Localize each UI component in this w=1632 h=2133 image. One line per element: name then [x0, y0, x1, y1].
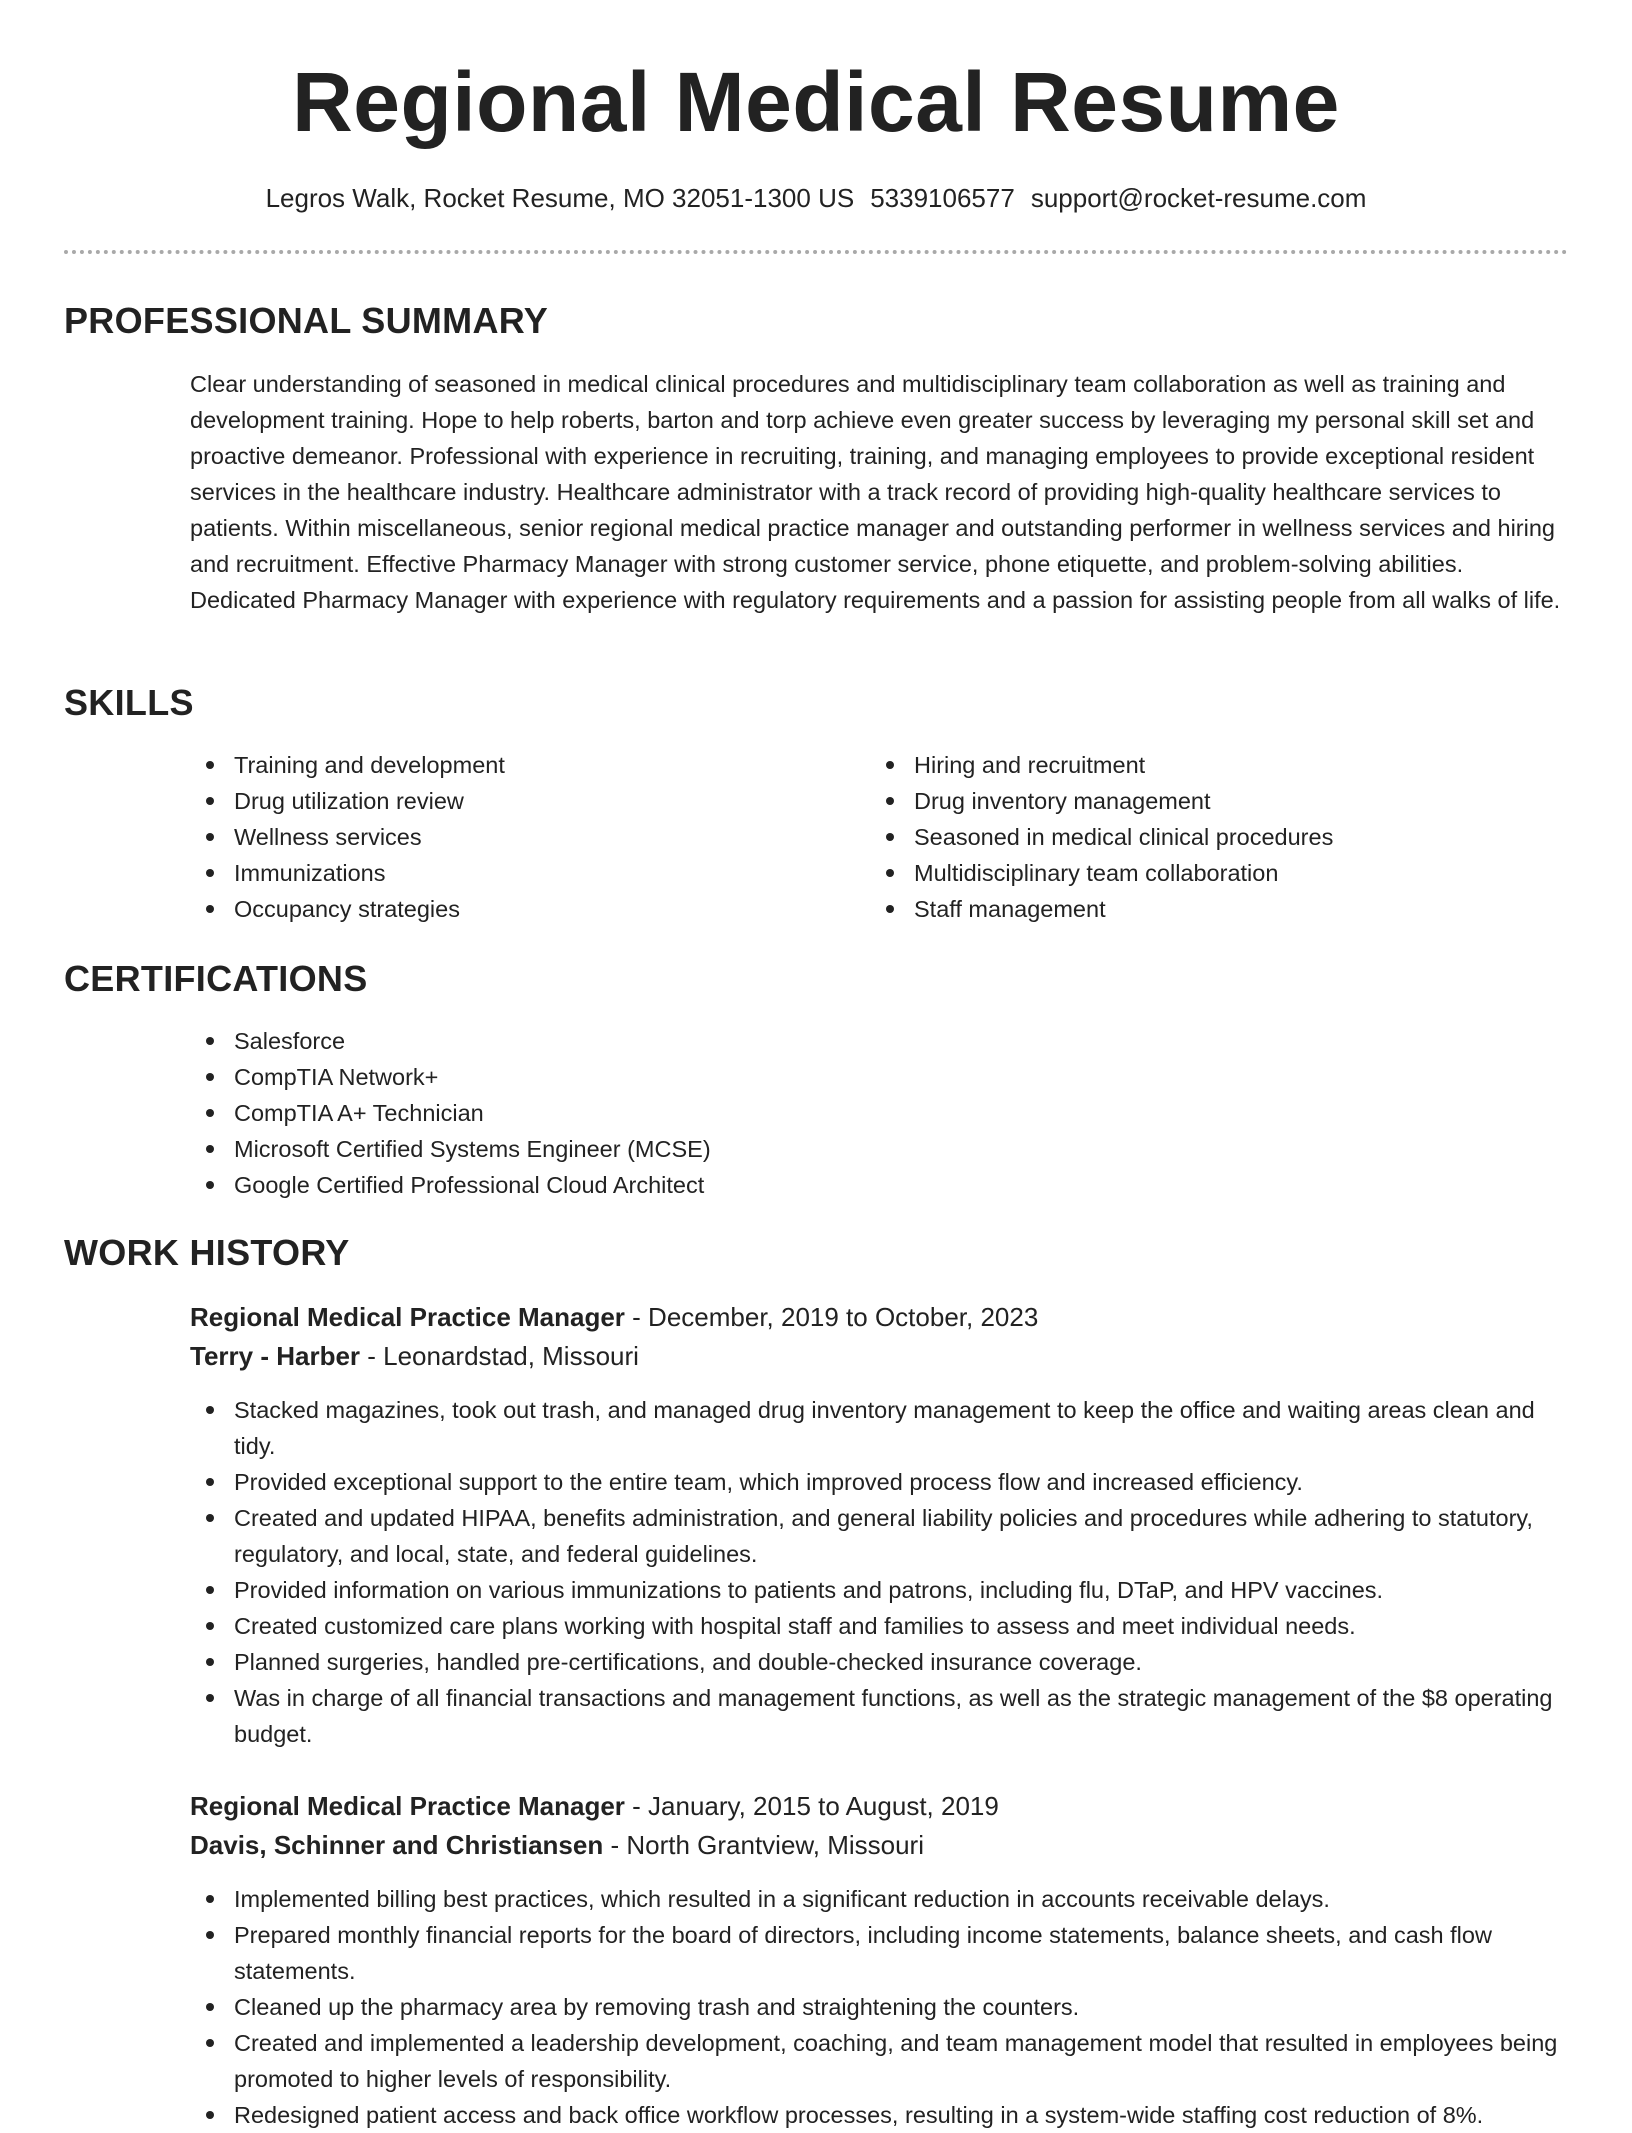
list-item: Occupancy strategies [190, 891, 850, 927]
list-item: Redesigned patient access and back office workflow processes, resulting in a system-wide staffing cost reduction of 8%. [190, 2097, 1570, 2133]
job-company: Terry - Harber [190, 1341, 361, 1371]
job-company: Davis, Schinner and Christiansen [190, 1830, 604, 1860]
job-title: Regional Medical Practice Manager [190, 1302, 625, 1332]
resume-name: Regional Medical Resume [292, 55, 1340, 149]
list-item: Multidisciplinary team collaboration [870, 855, 1570, 891]
contact-address: Legros Walk, Rocket Resume, MO 32051-1300 US [265, 183, 855, 213]
list-item: Microsoft Certified Systems Engineer (MCSE) [190, 1131, 1190, 1167]
list-item: Provided exceptional support to the entire team, which improved process flow and increased efficiency. [190, 1464, 1570, 1500]
job-bullets [190, 1881, 1570, 2133]
skills-list-left [190, 747, 850, 927]
section-title-certifications: CERTIFICATIONS [64, 958, 368, 999]
section-title-summary: PROFESSIONAL SUMMARY [64, 300, 549, 341]
list-item: Immunizations [190, 855, 850, 891]
list-item: Created and implemented a leadership development, coaching, and team management model that resulted in employees being promoted to higher levels of responsibility. [190, 2025, 1570, 2097]
list-item: Created and updated HIPAA, benefits administration, and general liability policies and procedures while adhering to statutory, regulatory, and local, state, and federal guidelines. [190, 1500, 1570, 1572]
list-item: Created customized care plans working with hospital staff and families to assess and meet individual needs. [190, 1608, 1570, 1644]
contact-email[interactable]: support@rocket-resume.com [1030, 183, 1367, 213]
section-title-skills: SKILLS [64, 682, 194, 723]
job-title-line [190, 1788, 999, 1824]
list-item: Was in charge of all financial transactions and management functions, as well as the strategic management of the $8 operating budget. [190, 1680, 1570, 1752]
list-item: Hiring and recruitment [870, 747, 1570, 783]
job-company-line [190, 1338, 639, 1374]
job-location: - Leonardstad, Missouri [360, 1341, 639, 1371]
list-item: Google Certified Professional Cloud Architect [190, 1167, 1190, 1203]
job-dates: - January, 2015 to August, 2019 [624, 1791, 999, 1821]
header-divider [64, 250, 1568, 254]
certifications-list [190, 1023, 1190, 1203]
list-item: Seasoned in medical clinical procedures [870, 819, 1570, 855]
job-company-line [190, 1827, 924, 1863]
section-title-work-history: WORK HISTORY [64, 1232, 350, 1273]
list-item: Salesforce [190, 1023, 1190, 1059]
list-item: Training and development [190, 747, 850, 783]
list-item: Planned surgeries, handled pre-certifications, and double-checked insurance coverage. [190, 1644, 1570, 1680]
list-item: CompTIA Network+ [190, 1059, 1190, 1095]
job-title-line [190, 1299, 1038, 1335]
list-item: Drug inventory management [870, 783, 1570, 819]
job-bullets [190, 1392, 1570, 1752]
list-item: Drug utilization review [190, 783, 850, 819]
job-title: Regional Medical Practice Manager [190, 1791, 625, 1821]
skills-list-right [870, 747, 1570, 927]
job-location: - North Grantview, Missouri [603, 1830, 924, 1860]
list-item: Prepared monthly financial reports for the board of directors, including income statements, balance sheets, and cash flow statements. [190, 1917, 1570, 1989]
job-dates: - December, 2019 to October, 2023 [624, 1302, 1039, 1332]
contact-phone: 5339106577 [870, 183, 1015, 213]
list-item: Staff management [870, 891, 1570, 927]
contact-line [0, 180, 1632, 216]
list-item: Cleaned up the pharmacy area by removing trash and straightening the counters. [190, 1989, 1570, 2025]
list-item: Stacked magazines, took out trash, and managed drug inventory management to keep the office and waiting areas clean and tidy. [190, 1392, 1570, 1464]
list-item: Provided information on various immunizations to patients and patrons, including flu, DTaP, and HPV vaccines. [190, 1572, 1570, 1608]
list-item: Wellness services [190, 819, 850, 855]
list-item: CompTIA A+ Technician [190, 1095, 1190, 1131]
summary-text: Clear understanding of seasoned in medical clinical procedures and multidisciplinary team collaboration as well as training and development training. Hope to help roberts, barton and torp achieve even greater success by leveraging my personal skill set and proactive demeanor. Professional with experience in recruiting, training, and managing employees to provide exceptional resident services in the healthcare industry. Healthcare administrator with a track record of providing high-quality healthcare services to patients. Within miscellaneous, senior regional medical practice manager and outstanding performer in wellness services and hiring and recruitment. Effective Pharmacy Manager with strong customer service, phone etiquette, and problem-solving abilities. Dedicated Pharmacy Manager with experience with regulatory requirements and a passion for assisting people from all walks of life. [190, 371, 1561, 613]
list-item: Implemented billing best practices, which resulted in a significant reduction in accounts receivable delays. [190, 1881, 1570, 1917]
